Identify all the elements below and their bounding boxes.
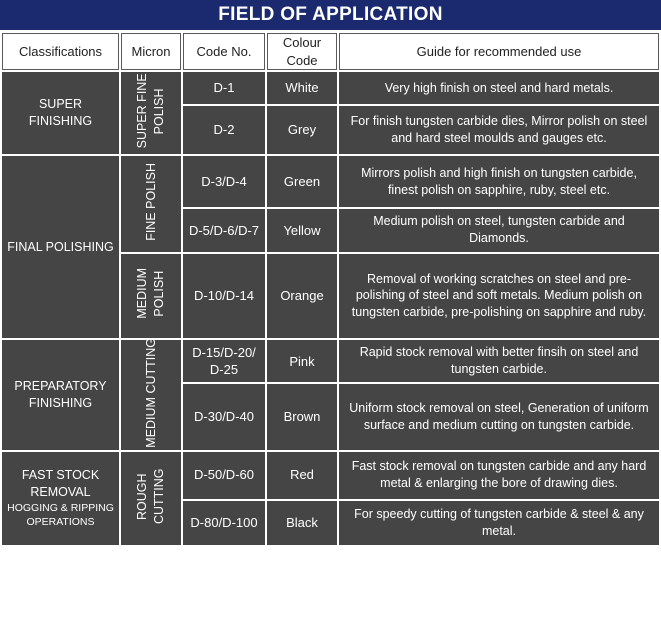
guide-cell: Fast stock removal on tungsten carbide and any hard metal & enlarging the bore of drawing dies. <box>339 452 659 499</box>
guide-cell: For speedy cutting of tungsten carbide & steel & any metal. <box>339 501 659 545</box>
guide-cell: Rapid stock removal with better finsih on steel and tungsten carbide. <box>339 340 659 382</box>
colour-cell: Pink <box>267 340 337 382</box>
guide-cell: Removal of working scratches on steel and pre-polishing of steel and soft metals. Medium polish on tungsten carbide, pre-polishing on sapphire and ruby. <box>339 254 659 339</box>
table-row <box>2 72 659 104</box>
group-super-finishing: SUPER FINISHING <box>2 72 119 154</box>
micron-label: FINE POLISH <box>143 162 158 241</box>
code-cell: D-15/D-20/ D-25 <box>183 340 265 382</box>
colour-cell: Orange <box>267 254 337 339</box>
micron-label: SUPER FINE POLISH <box>135 73 166 149</box>
table-row <box>2 452 659 499</box>
header-row <box>2 33 659 70</box>
header-classifications: Classifications <box>2 33 119 70</box>
colour-cell: Grey <box>267 106 337 155</box>
guide-cell: Uniform stock removal on steel, Generation of uniform surface and medium cutting on tungsten carbide. <box>339 384 659 450</box>
micron-medium-polish <box>121 254 181 339</box>
header-micron: Micron <box>121 33 181 70</box>
code-cell: D-10/D-14 <box>183 254 265 339</box>
code-cell: D-1 <box>183 72 265 104</box>
table-row <box>2 156 659 207</box>
code-cell: D-2 <box>183 106 265 155</box>
micron-fine-polish <box>121 156 181 251</box>
micron-medium-cutting <box>121 337 181 450</box>
code-cell: D-80/D-100 <box>183 501 265 545</box>
table-row <box>2 340 659 382</box>
page-title: FIELD OF APPLICATION <box>0 0 661 30</box>
code-cell: D-50/D-60 <box>183 452 265 499</box>
colour-cell: Brown <box>267 384 337 450</box>
micron-label: MEDIUM POLISH <box>135 268 166 319</box>
guide-cell: Very high finish on steel and hard metals. <box>339 72 659 104</box>
colour-cell: Yellow <box>267 209 337 251</box>
micron-label: ROUGH CUTTING <box>135 468 166 525</box>
micron-rough-cutting <box>121 452 181 545</box>
colour-cell: Green <box>267 156 337 207</box>
micron-super-fine-polish <box>121 72 181 154</box>
colour-cell: Black <box>267 501 337 545</box>
micron-label: MEDIUM CUTTING <box>143 337 158 448</box>
guide-cell: Medium polish on steel, tungsten carbide and Diamonds. <box>339 209 659 251</box>
colour-cell: Red <box>267 452 337 499</box>
code-cell: D-30/D-40 <box>183 384 265 450</box>
group-label: FAST STOCK REMOVAL <box>21 468 100 500</box>
header-code-no: Code No. <box>183 33 265 70</box>
code-cell: D-3/D-4 <box>183 156 265 207</box>
header-colour-code: Colour Code <box>267 33 337 70</box>
group-note: HOGGING & RIPPING OPERATIONS <box>7 502 114 529</box>
code-cell: D-5/D-6/D-7 <box>183 209 265 251</box>
guide-cell: For finish tungsten carbide dies, Mirror polish on steel and hard steel moulds and gauges etc. <box>339 106 659 155</box>
group-fast-stock-removal <box>2 452 119 545</box>
header-guide: Guide for recommended use <box>339 33 659 70</box>
guide-cell: Mirrors polish and high finish on tungsten carbide, finest polish on sapphire, ruby, steel etc. <box>339 156 659 207</box>
colour-cell: White <box>267 72 337 104</box>
application-table <box>0 31 661 547</box>
group-preparatory-finishing: PREPARATORY FINISHING <box>2 340 119 450</box>
group-final-polishing: FINAL POLISHING <box>2 156 119 338</box>
